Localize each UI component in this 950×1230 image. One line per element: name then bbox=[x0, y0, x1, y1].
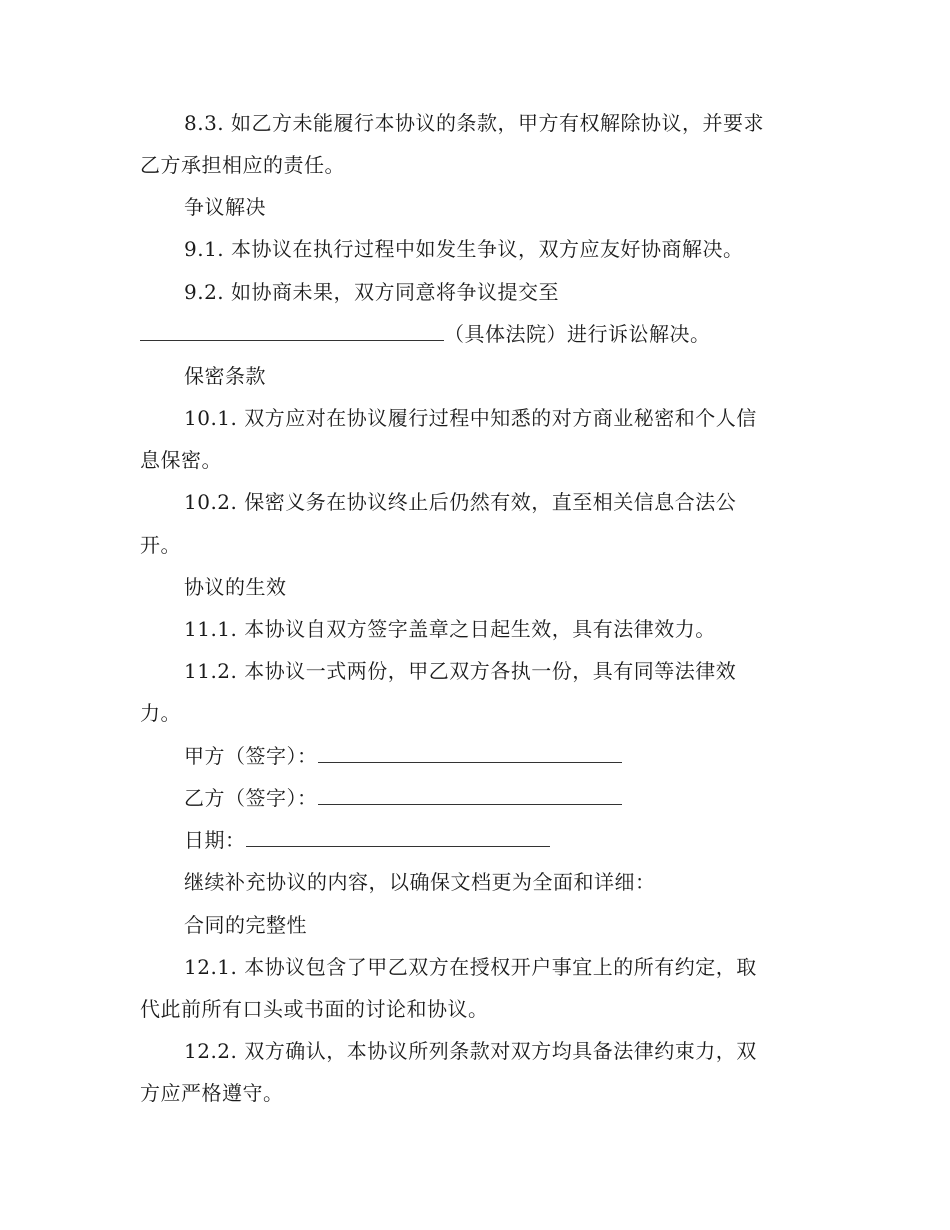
signature-party-a bbox=[184, 744, 622, 768]
section-heading-effect: 协议的生效 bbox=[184, 575, 287, 599]
signature-party-a-label: 甲方（签字）： bbox=[184, 744, 318, 768]
clause-12-1-cont: 代此前所有口头或书面的讨论和协议。 bbox=[140, 997, 489, 1021]
clause-9-2: 9.2. 如协商未果，双方同意将争议提交至 bbox=[184, 280, 560, 304]
clause-8-3: 8.3. 如乙方未能履行本协议的条款，甲方有权解除协议，并要求 bbox=[184, 111, 765, 135]
supplement-intro: 继续补充协议的内容，以确保文档更为全面和详细： bbox=[184, 870, 656, 894]
signature-party-b-blank bbox=[318, 786, 622, 805]
clause-10-2: 10.2. 保密义务在协议终止后仍然有效，直至相关信息合法公 bbox=[184, 490, 737, 514]
clause-9-2-cont bbox=[140, 322, 711, 346]
clause-11-2-cont: 力。 bbox=[140, 701, 181, 725]
clause-9-1: 9.1. 本协议在执行过程中如发生争议，双方应友好协商解决。 bbox=[184, 237, 744, 261]
signature-party-a-blank bbox=[318, 744, 622, 763]
clause-12-1: 12.1. 本协议包含了甲乙双方在授权开户事宜上的所有约定，取 bbox=[184, 955, 757, 979]
clause-10-2-cont: 开。 bbox=[140, 533, 181, 557]
clause-10-1-cont: 息保密。 bbox=[140, 448, 222, 472]
date-blank bbox=[246, 828, 550, 847]
clause-10-1: 10.1. 双方应对在协议履行过程中知悉的对方商业秘密和个人信 bbox=[184, 406, 757, 430]
date-label: 日期： bbox=[184, 828, 246, 852]
section-heading-integrity: 合同的完整性 bbox=[184, 913, 307, 937]
clause-12-2-cont: 方应严格遵守。 bbox=[140, 1081, 284, 1105]
clause-8-3-cont: 乙方承担相应的责任。 bbox=[140, 153, 345, 177]
section-heading-dispute: 争议解决 bbox=[184, 195, 266, 219]
clause-12-2: 12.2. 双方确认，本协议所列条款对双方均具备法律约束力，双 bbox=[184, 1039, 757, 1063]
signature-party-b bbox=[184, 786, 622, 810]
clause-11-2: 11.2. 本协议一式两份，甲乙双方各执一份，具有同等法律效 bbox=[184, 659, 737, 683]
signature-party-b-label: 乙方（签字）： bbox=[184, 786, 318, 810]
court-blank bbox=[140, 322, 444, 341]
court-suffix: （具体法院）进行诉讼解决。 bbox=[444, 322, 711, 346]
section-heading-confidentiality: 保密条款 bbox=[184, 364, 266, 388]
date-line bbox=[184, 828, 550, 852]
clause-11-1: 11.1. 本协议自双方签字盖章之日起生效，具有法律效力。 bbox=[184, 617, 716, 641]
